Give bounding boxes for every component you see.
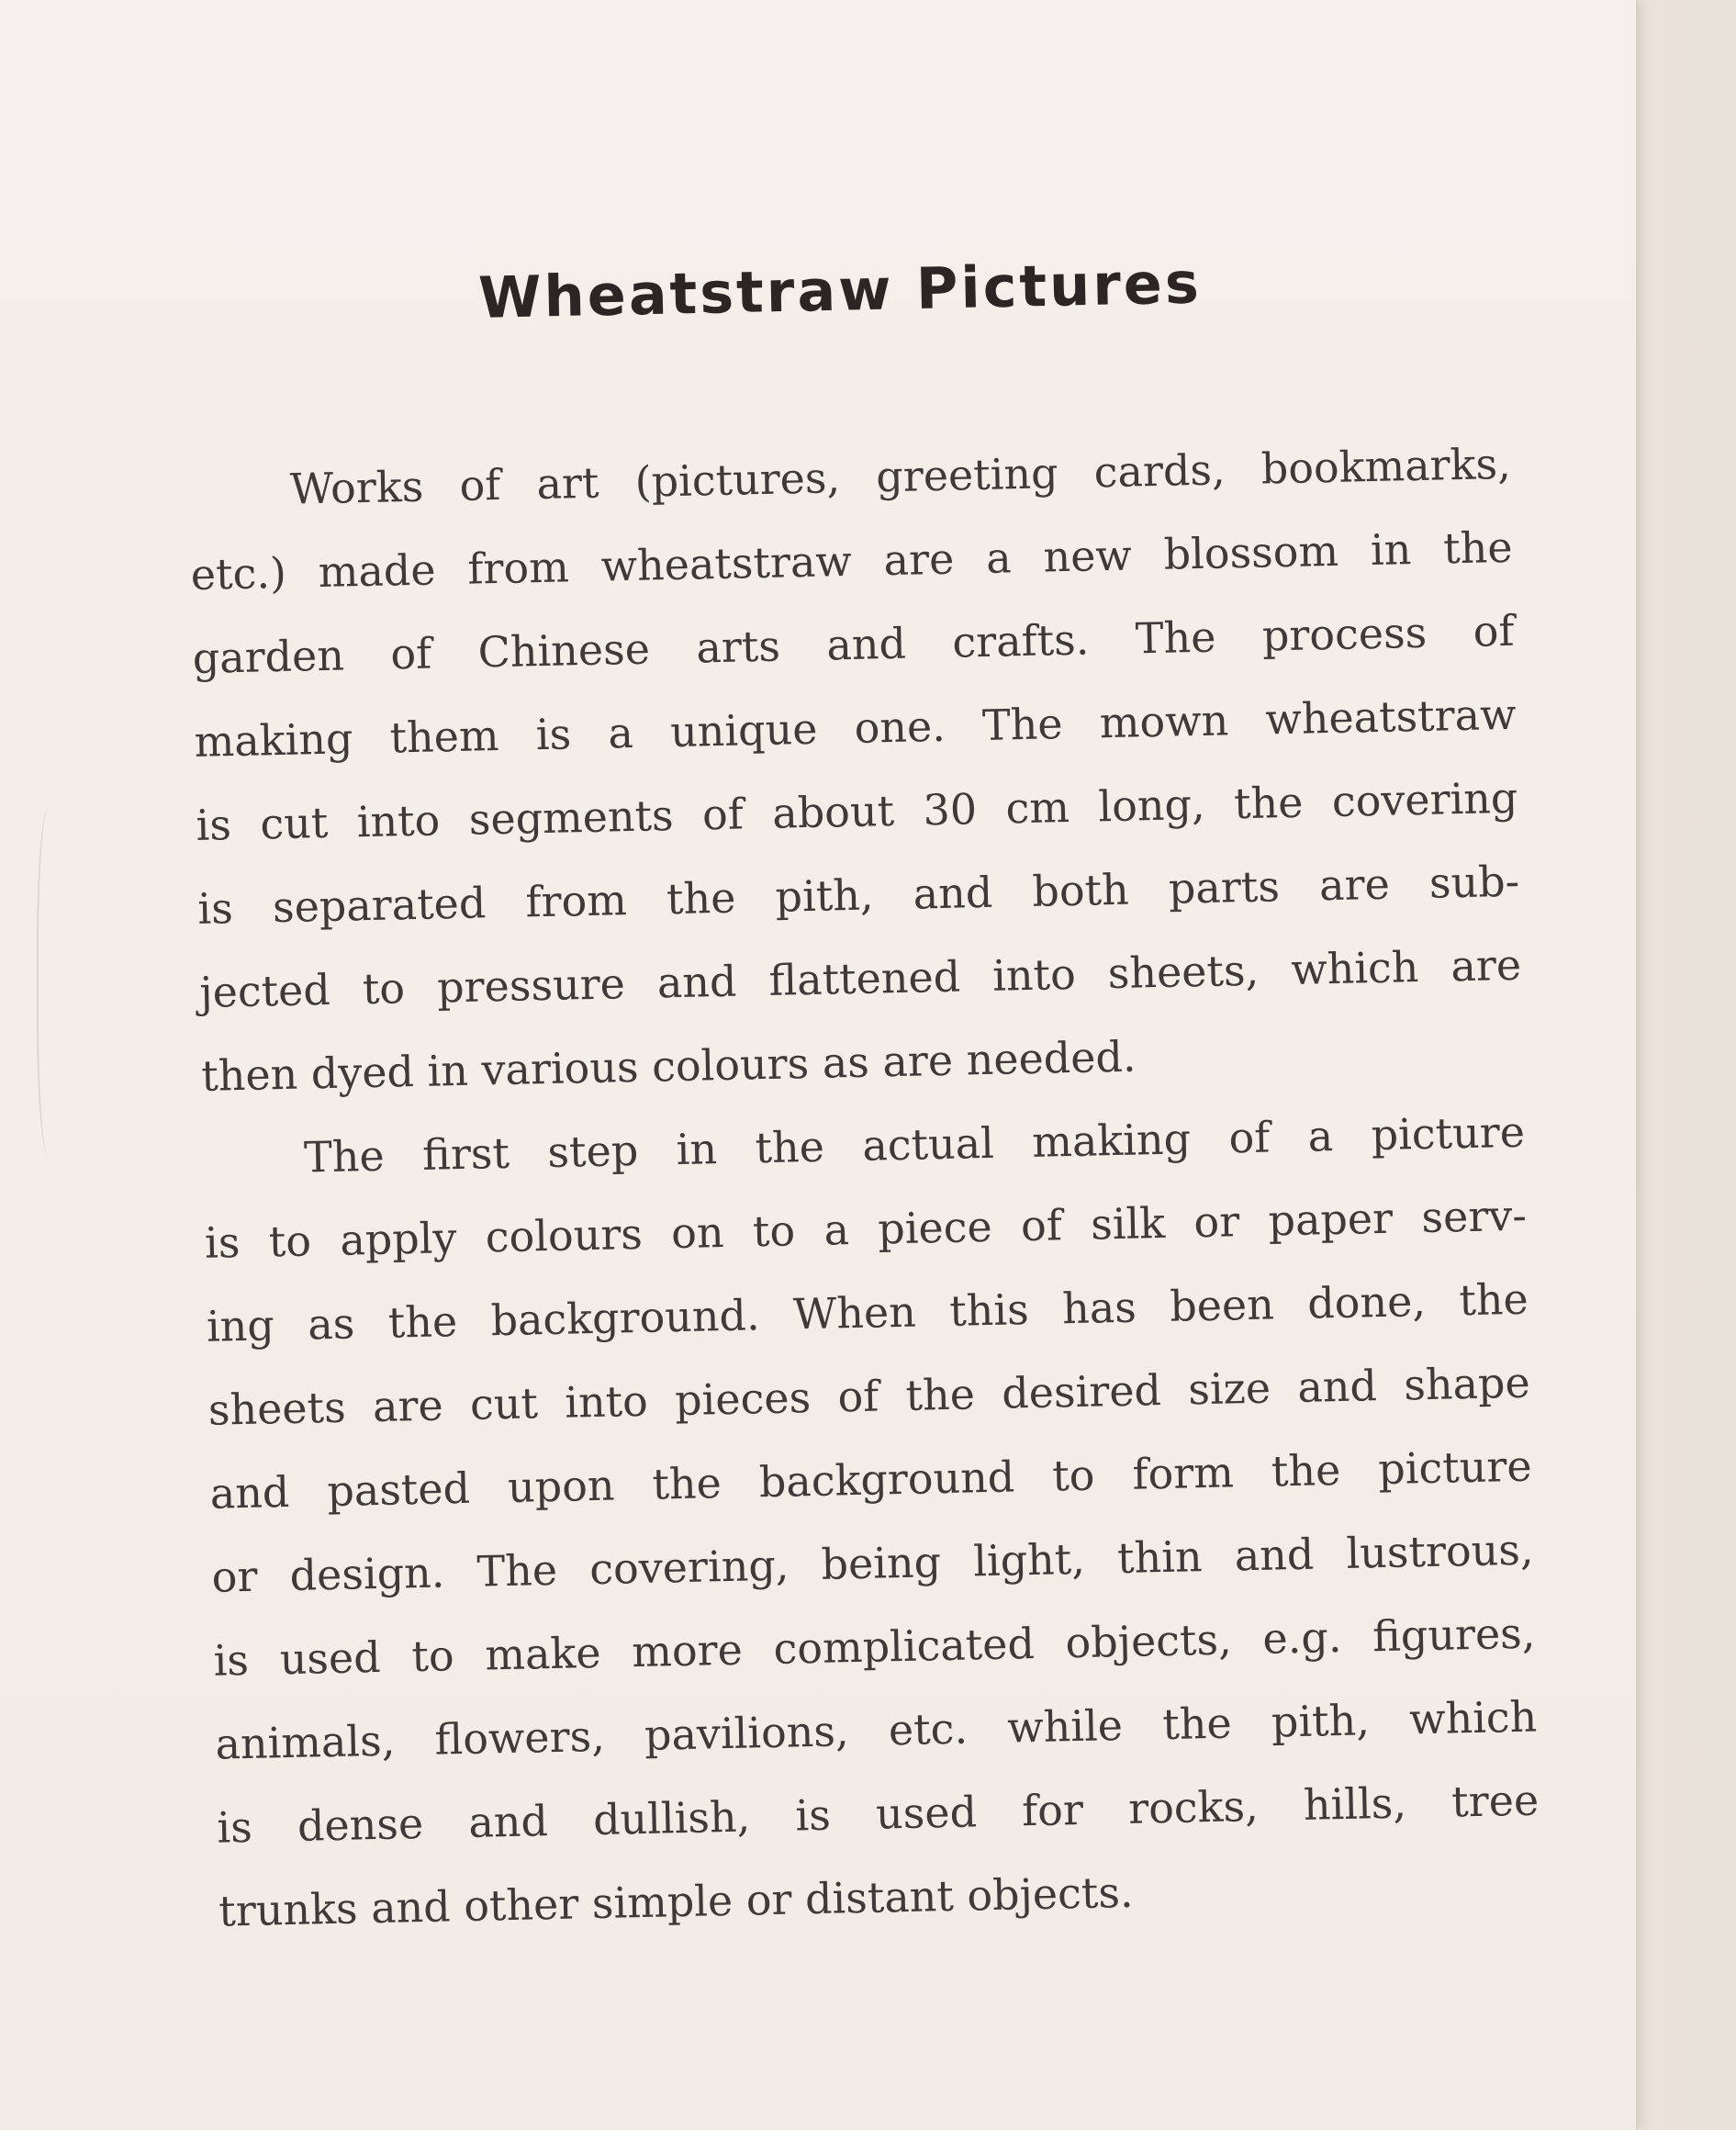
paper-crease (37, 808, 66, 1157)
document-title: Wheatstraw Pictures (477, 249, 1203, 331)
text-line: jected to pressure and flattened into sheets, which are (198, 939, 1522, 1017)
text-line: Works of art (pictures, greeting cards, bookmarks, (289, 438, 1512, 514)
text-line: is dense and dullish, is used for rocks, hills, tree (216, 1775, 1540, 1853)
text-line: is to apply colours on to a piece of silk or paper serv- (204, 1190, 1528, 1268)
text-line: is separated from the pith, and both parts are sub- (196, 856, 1520, 934)
text-line: then dyed in various colours as are needed. (200, 1031, 1137, 1101)
text-line: animals, flowers, pavilions, etc. while the pith, which (214, 1691, 1538, 1769)
text-line: is cut into segments of about 30 cm long, the covering (196, 772, 1518, 850)
text-line: or design. The covering, being light, thin and lustrous, (211, 1524, 1534, 1602)
text-line: trunks and other simple or distant objects. (218, 1867, 1135, 1936)
text-line: sheets are cut into pieces of the desired size and shape (207, 1357, 1531, 1435)
text-line: ing as the background. When this has been done, the (206, 1273, 1529, 1351)
text-line: is used to make more complicated objects, e.g. figures, (213, 1608, 1536, 1686)
document-body (188, 422, 1541, 1954)
text-line: garden of Chinese arts and crafts. The process of (192, 605, 1516, 683)
text-line: making them is a unique one. The mown wheatstraw (194, 689, 1517, 767)
text-line: The first step in the actual making of a picture (303, 1106, 1526, 1183)
text-line: and pasted upon the background to form the picture (209, 1441, 1533, 1519)
text-line: etc.) made from wheatstraw are a new blossom in the (190, 521, 1514, 600)
paper-edge (1636, 0, 1638, 2130)
